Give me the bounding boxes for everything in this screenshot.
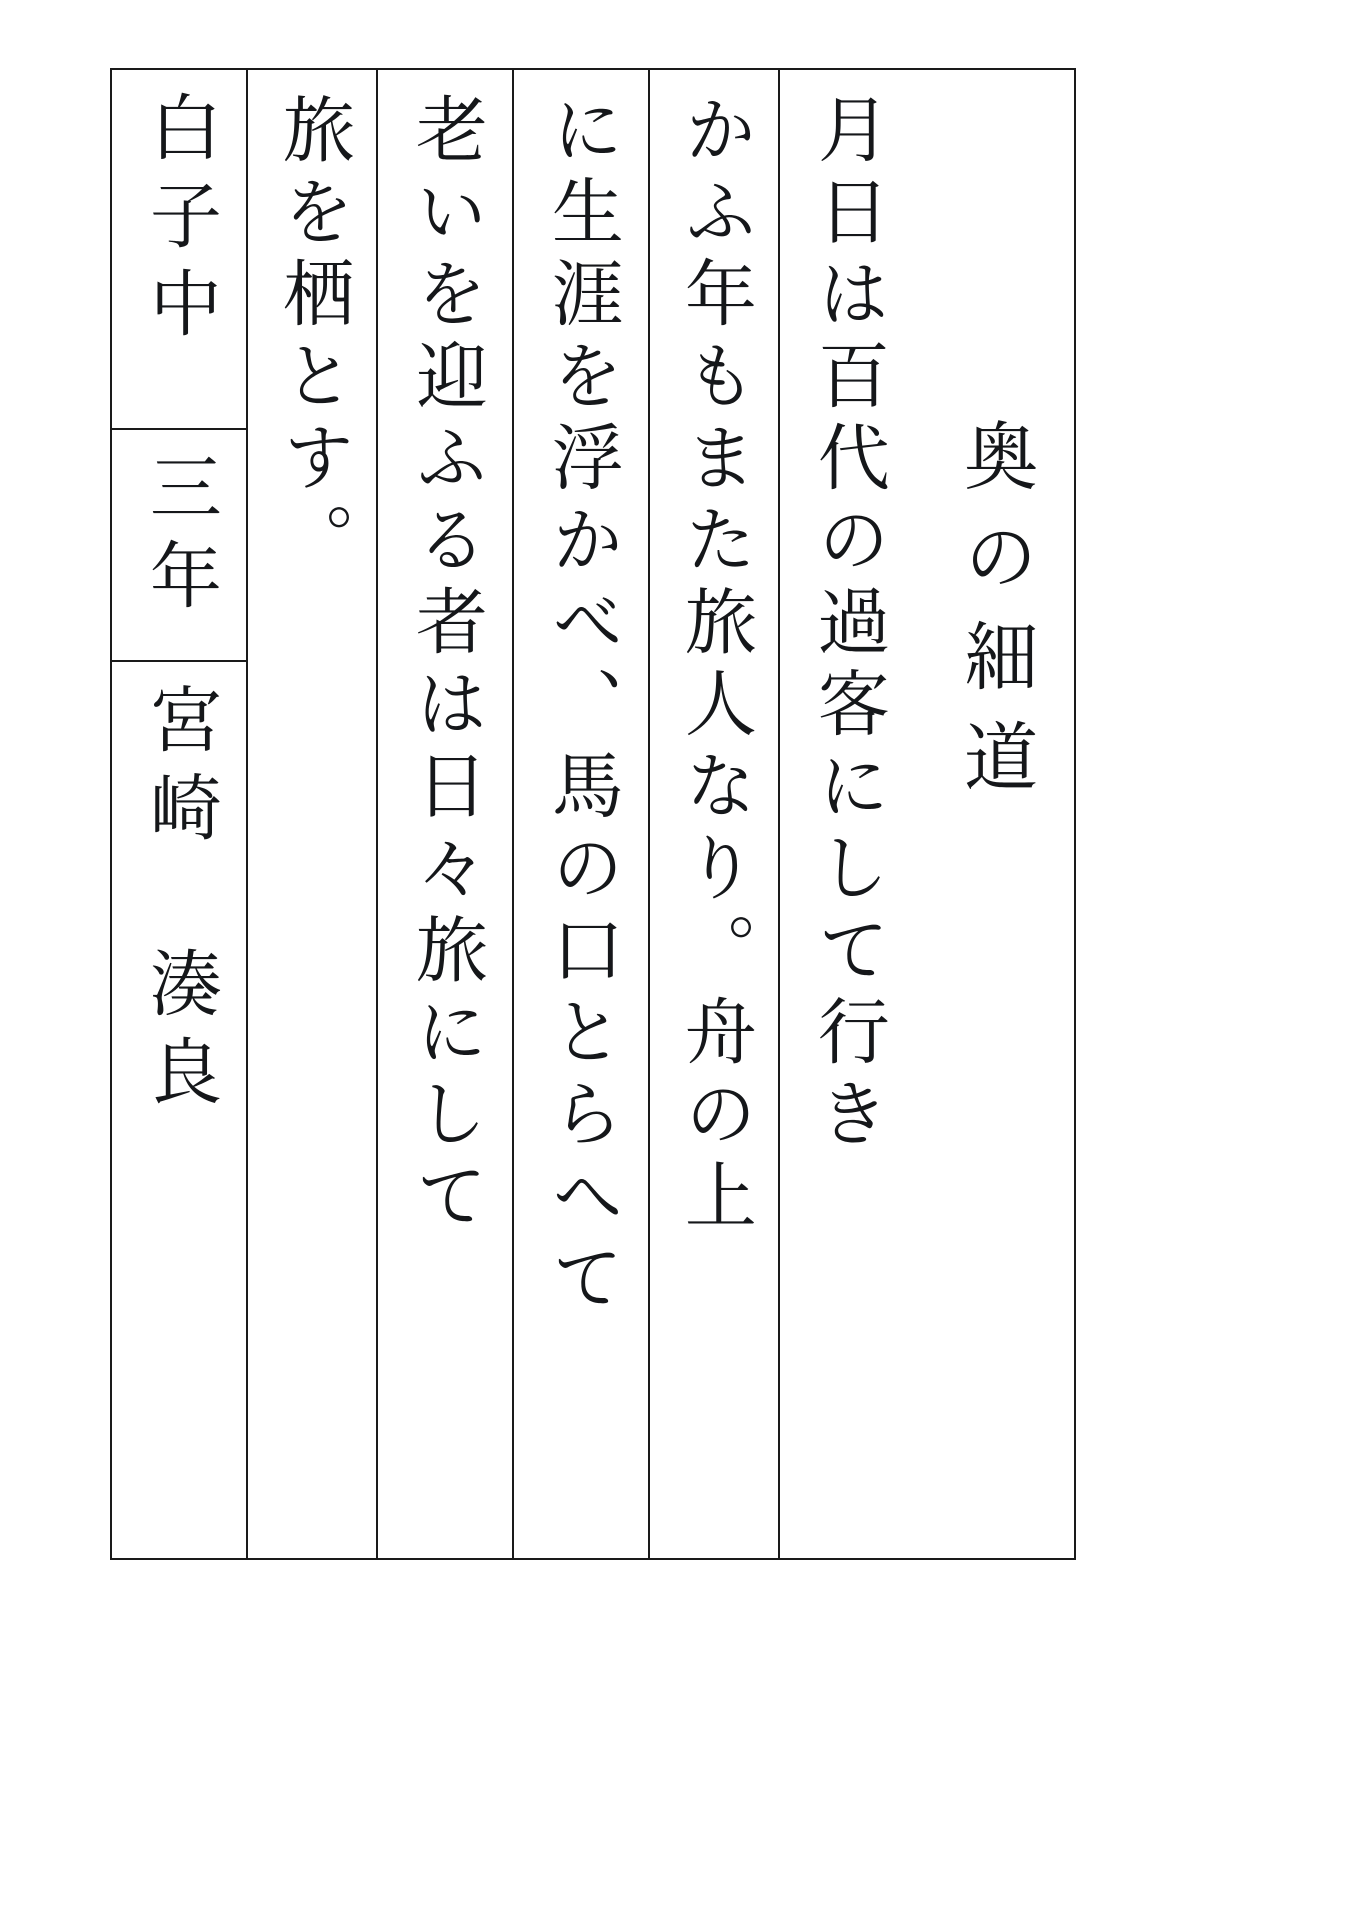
signature-name-cell (112, 662, 246, 1558)
calligraphy-grid (110, 68, 1076, 1560)
body-line-2: かふ年もまた旅人なり。舟の上 (672, 92, 757, 1240)
column-line-2 (648, 70, 778, 1558)
column-line-1 (778, 70, 914, 1558)
column-signature (112, 70, 246, 1558)
title-text: 奥の細道 (951, 418, 1038, 818)
body-line-5: 旅を栖とす。 (270, 92, 355, 584)
signature-school-cell (112, 70, 246, 430)
signature-school: 白子中 (137, 90, 222, 354)
signature-grade-cell (112, 430, 246, 662)
body-line-3: に生涯を浮かべ、馬の口とらへて (539, 92, 624, 1322)
column-line-3 (512, 70, 648, 1558)
body-line-4: 老いを迎ふる者は日々旅にして (403, 92, 488, 1240)
signature-grade: 三年 (137, 450, 222, 626)
column-title (914, 70, 1074, 1558)
body-line-1: 月日は百代の過客にして行き (805, 92, 890, 1158)
column-line-4 (376, 70, 512, 1558)
signature-name: 宮崎 湊良 (137, 682, 222, 1122)
column-line-5 (246, 70, 376, 1558)
